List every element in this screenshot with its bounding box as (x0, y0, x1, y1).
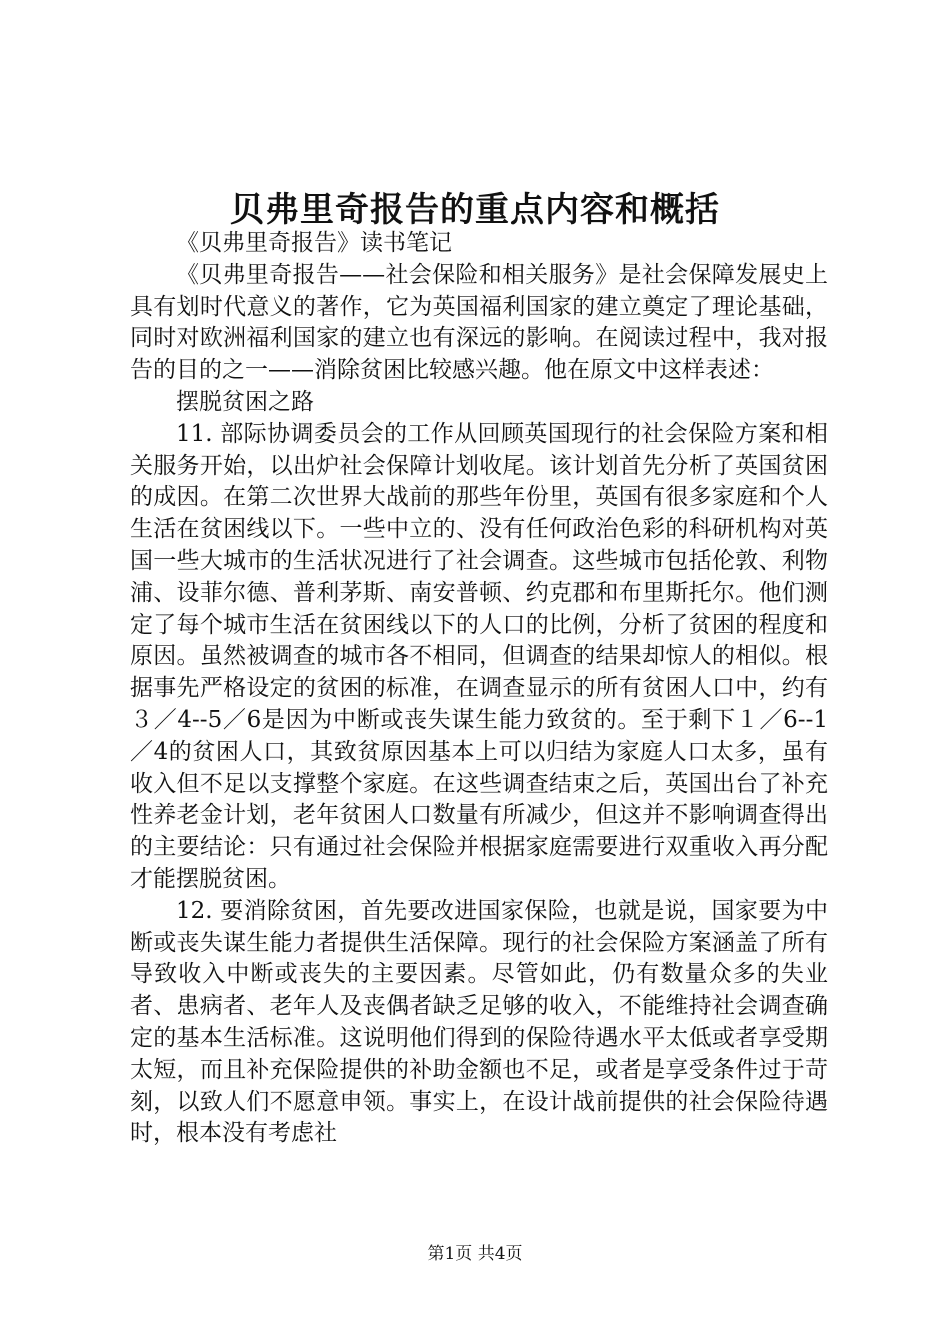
paragraph-12: 12. 要消除贫困，首先要改进国家保险，也就是说，国家要为中断或丧失谋生能力者提供生活保障。现行的社会保险方案涵盖了所有导致收入中断或丧失的主要因素。尽管如此，仍有数量众多的失业者、患病者、老年人及丧偶者缺乏足够的收入，不能维持社会调查确定的基本生活标准。这说明他们得到的保险待遇水平太低或者享受期太短，而且补充保险提供的补助金额也不足，或者是享受条件过于苛刻，以致人们不愿意申领。事实上，在设计战前提供的社会保险待遇时，根本没有考虑社 (130, 897, 828, 1147)
document-body (130, 228, 828, 1150)
paragraph-11: 11. 部际协调委员会的工作从回顾英国现行的社会保险方案和相关服务开始，以出炉社会保障计划收尾。该计划首先分析了英国贫困的成因。在第二次世界大战前的那些年份里，英国有很多家庭和个人生活在贫困线以下。一些中立的、没有任何政治色彩的科研机构对英国一些大城市的生活状况进行了社会调查。这些城市包括伦敦、利物浦、设菲尔德、普利茅斯、南安普顿、约克郡和布里斯托尔。他们测定了每个城市生活在贫困线以下的人口的比例，分析了贫困的程度和原因。虽然被调查的城市各不相同，但调查的结果却惊人的相似。根据事先严格设定的贫困的标准，在调查显示的所有贫困人口中，约有３／4--5／6是因为中断或丧失谋生能力致贫的。至于剩下１／6--1／4的贫困人口，其致贫原因基本上可以归结为家庭人口太多，虽有收入但不足以支撑整个家庭。在这些调查结束之后，英国出台了补充性养老金计划，老年贫困人口数量有所减少，但这并不影响调查得出的主要结论：只有通过社会保险并根据家庭需要进行双重收入再分配才能摆脱贫困。 (130, 420, 828, 892)
paragraph-subtitle: 《贝弗里奇报告》读书笔记 (176, 230, 452, 256)
page-footer: 第1页 共4页 (427, 1244, 523, 1264)
page-title: 贝弗里奇报告的重点内容和概括 (230, 190, 720, 230)
section-heading: 摆脱贫困之路 (176, 388, 314, 415)
paragraph-intro: 《贝弗里奇报告——社会保险和相关服务》是社会保障发展史上具有划时代意义的著作，它为英国福利国家的建立奠定了理论基础，同时对欧洲福利国家的建立也有深远的影响。在阅读过程中，我对报告的目的之一——消除贫困比较感兴趣。他在原文中这样表述： (130, 261, 828, 384)
